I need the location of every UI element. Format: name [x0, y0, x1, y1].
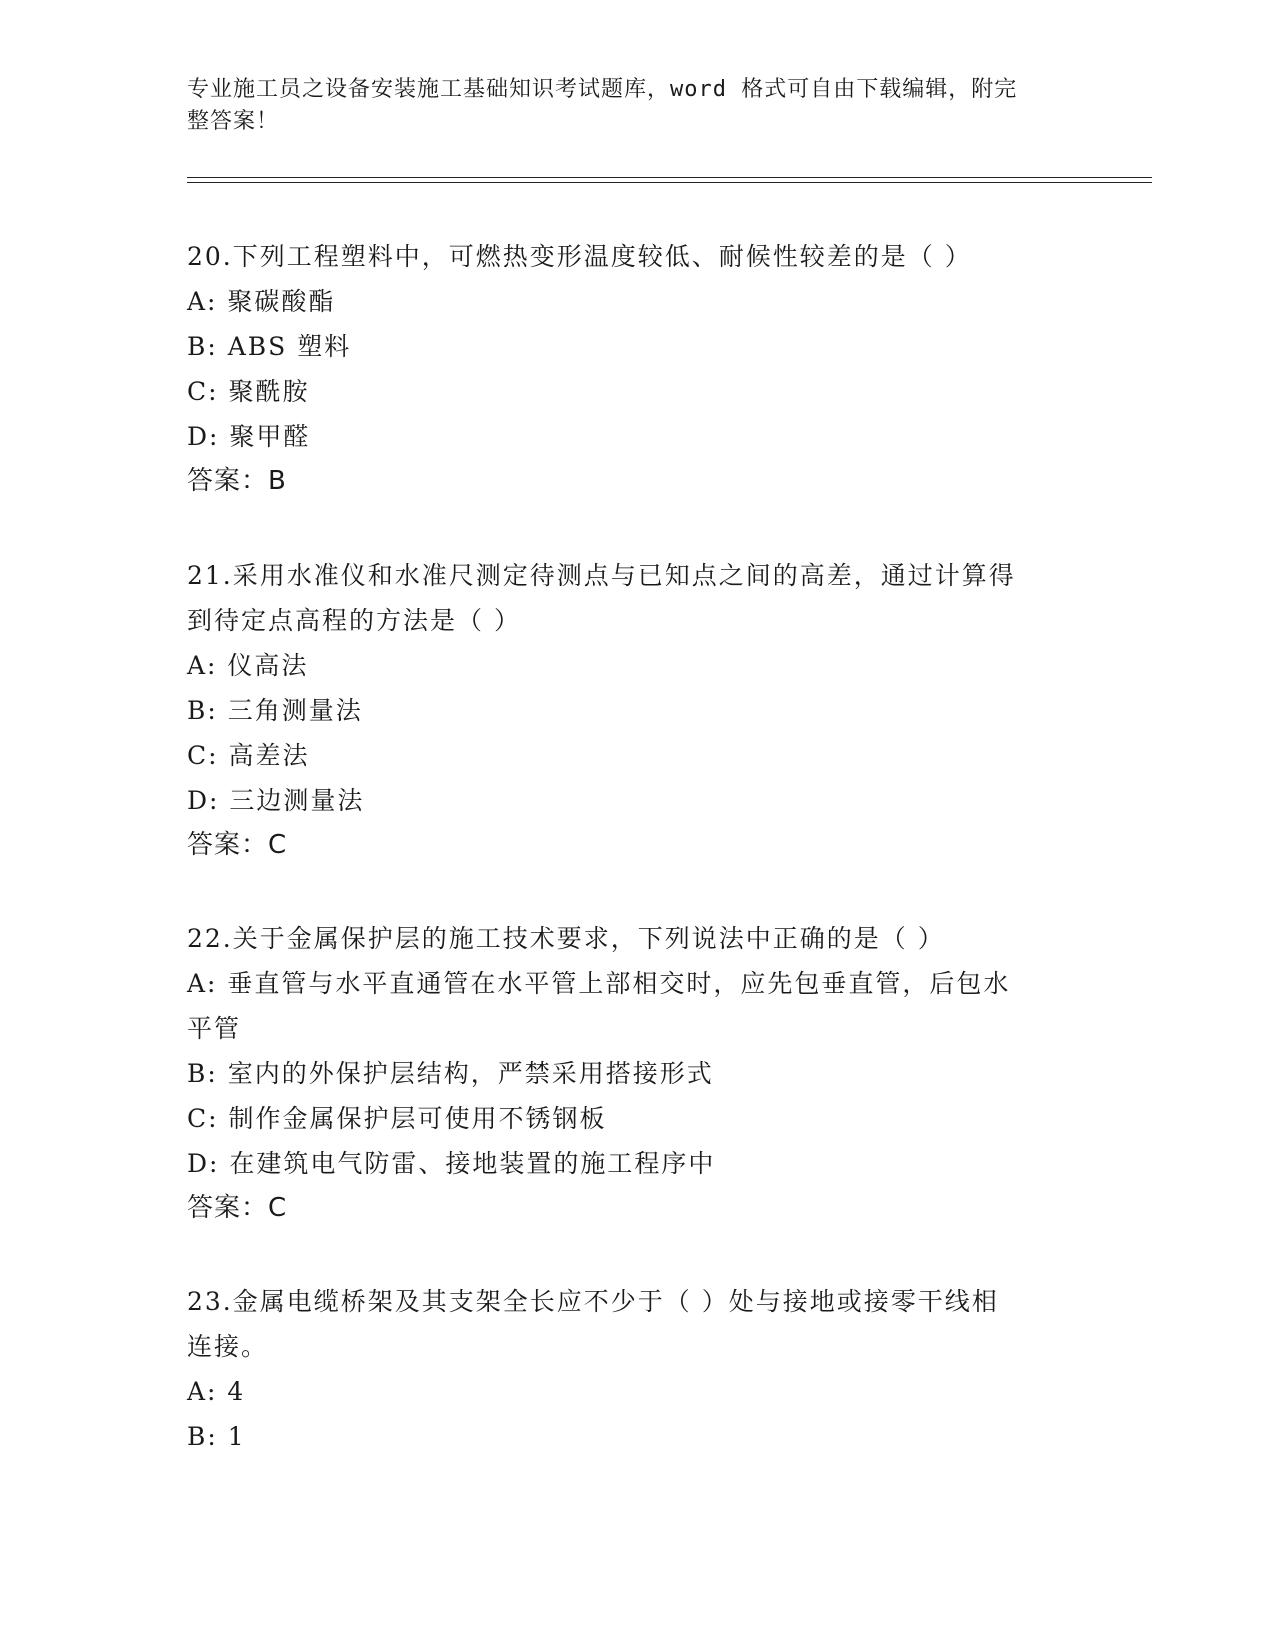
- option-b: B: 1: [187, 1422, 246, 1451]
- answer: 答案：C: [187, 1193, 288, 1223]
- question-21: [187, 553, 1067, 868]
- option-b: B: 室内的外保护层结构，严禁采用搭接形式: [187, 1059, 714, 1088]
- document-header: [187, 74, 1067, 138]
- question-stem: 20.下列工程塑料中，可燃热变形温度较低、耐候性较差的是（ ）: [187, 242, 972, 271]
- answer: 答案：C: [187, 830, 288, 860]
- header-divider-top: [187, 177, 1152, 178]
- option-d: D: 三边测量法: [187, 786, 365, 815]
- question-stem: 22.关于金属保护层的施工技术要求，下列说法中正确的是（ ）: [187, 924, 945, 953]
- question-stem-continued: 到待定点高程的方法是（ ）: [187, 606, 521, 635]
- question-stem: 21.采用水准仪和水准尺测定待测点与已知点之间的高差，通过计算得: [187, 561, 1016, 590]
- option-a: A: 垂直管与水平直通管在水平管上部相交时，应先包垂直管，后包水: [187, 969, 1011, 998]
- question-23: [187, 1279, 1067, 1459]
- question-stem: 23.金属电缆桥架及其支架全长应不少于（ ）处与接地或接零干线相: [187, 1287, 999, 1316]
- option-c: C: 聚酰胺: [187, 377, 310, 406]
- option-a-continued: 平管: [187, 1014, 242, 1043]
- question-22: [187, 916, 1067, 1231]
- option-a: A: 聚碳酸酯: [187, 287, 336, 316]
- option-a: A: 仪高法: [187, 651, 309, 680]
- option-c: C: 制作金属保护层可使用不锈钢板: [187, 1104, 607, 1133]
- header-line-1: 专业施工员之设备安装施工基础知识考试题库，word 格式可自由下载编辑，附完: [187, 77, 1018, 102]
- option-a: A: 4: [187, 1377, 246, 1406]
- option-d: D: 聚甲醛: [187, 422, 311, 451]
- option-c: C: 高差法: [187, 741, 310, 770]
- header-line-2: 整答案！: [187, 109, 280, 134]
- answer: 答案：B: [187, 466, 287, 496]
- header-divider-bottom: [187, 182, 1152, 183]
- option-d: D: 在建筑电气防雷、接地装置的施工程序中: [187, 1149, 716, 1178]
- option-b: B: 三角测量法: [187, 696, 363, 725]
- option-b: B: ABS 塑料: [187, 332, 352, 361]
- question-20: [187, 234, 1067, 504]
- question-stem-continued: 连接。: [187, 1332, 269, 1361]
